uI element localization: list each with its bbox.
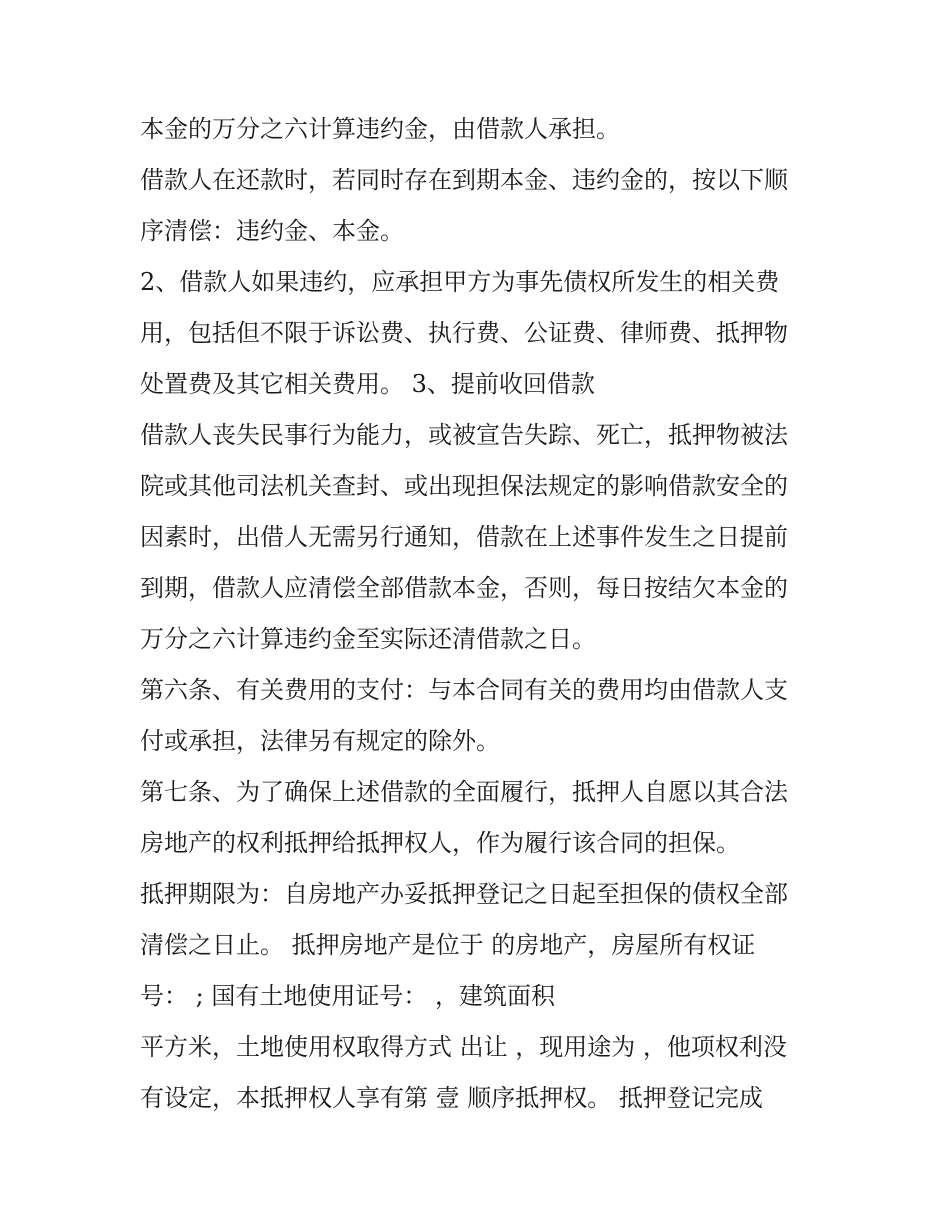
text-line: 万分之六计算违约金至实际还清借款之日。	[140, 625, 596, 653]
text-line: 平方米，土地使用权取得方式 出让 ，现用途为 ，他项权利没	[140, 1033, 787, 1061]
document-body	[140, 104, 830, 1124]
text-line: 房地产的权利抵押给抵押权人，作为履行该合同的担保。	[140, 829, 740, 857]
text-line: 到期，借款人应清偿全部借款本金，否则，每日按结欠本金的	[140, 574, 788, 602]
text-line: 付或承担，法律另有规定的除外。	[140, 727, 500, 755]
text-line: 院或其他司法机关查封、或出现担保法规定的影响借款安全的	[140, 472, 788, 500]
text-line: 用，包括但不限于诉讼费、执行费、公证费、律师费、抵押物	[140, 319, 788, 347]
text-line: 有设定，本抵押权人享有第 壹 顺序抵押权。 抵押登记完成	[140, 1084, 763, 1112]
text-line: 序清偿：违约金、本金。	[140, 217, 404, 245]
text-line: 号： ; 国有土地使用证号： ，建筑面积	[140, 982, 555, 1010]
text-line: 第七条、为了确保上述借款的全面履行，抵押人自愿以其合法	[140, 778, 788, 806]
text-line: 借款人丧失民事行为能力，或被宣告失踪、死亡，抵押物被法	[140, 421, 788, 449]
text-line: 处置费及其它相关费用。 3、提前收回借款	[140, 370, 595, 398]
text-line: 因素时，出借人无需另行通知，借款在上述事件发生之日提前	[140, 523, 788, 551]
text-line: 抵押期限为：自房地产办妥抵押登记之日起至担保的债权全部	[140, 880, 788, 908]
text-line: 本金的万分之六计算违约金，由借款人承担。	[140, 115, 620, 143]
text-line: 清偿之日止。 抵押房地产是位于 的房地产，房屋所有权证	[140, 931, 756, 959]
text-line: 第六条、有关费用的支付：与本合同有关的费用均由借款人支	[140, 676, 788, 704]
text-line: 借款人在还款时，若同时存在到期本金、违约金的，按以下顺	[140, 166, 788, 194]
text-line: 2、借款人如果违约，应承担甲方为事先债权所发生的相关费	[140, 268, 780, 296]
